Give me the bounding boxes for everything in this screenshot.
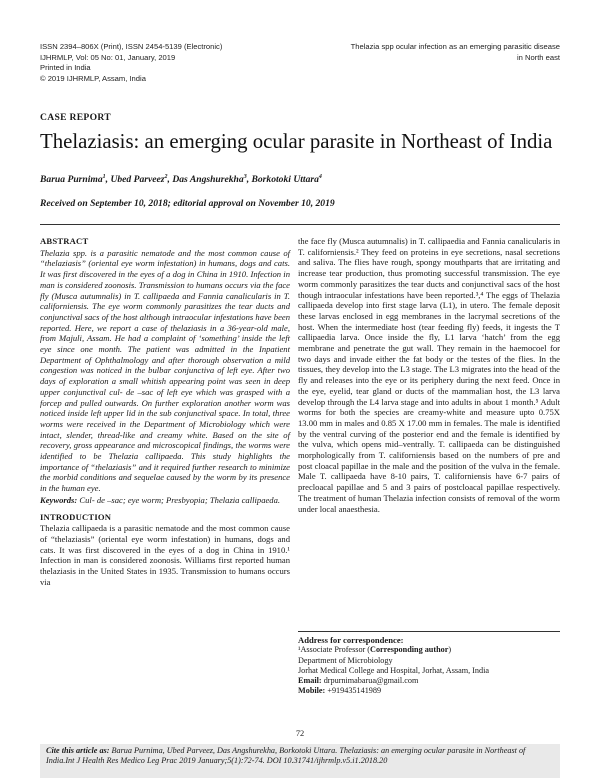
page-number: 72 [295,729,305,738]
correspondence-institution: Jorhat Medical College and Hospital, Jorhat, Assam, India [298,665,490,675]
citation-box [40,744,560,778]
correspondence-heading: Address for correspondence: [298,635,404,645]
introduction-heading: INTRODUCTION [40,511,112,522]
abstract-text: Thelazia spp. is a parasitic nematode and the most common cause of “thelaziasis” (oriental eye worm infestation) in humans, dogs and cats. It was first discovered in the eyes of a dog in China in 1910. Infection in man is considered zoonosis. Transmission to humans occurs via the face fly (Musca autumnalis) in T. callipaeda and Fannia canalicularis in T. californiensis. The eye worm commonly parasitizes the tear ducts and conjunctival sacs of the host although intraocular infestations have been reported. Here, we report a case of thelaziasis in a 36-year-old male, from Majuli, Assam. He had a complaint of ‘something’ inside the left eye since one month. The patient was admitted in the Inpatient Department of Ophthalmology and after thorough observation a mild congestion was noticed in the bulbar conjunctiva of left eye. After two days of exploration a small whitish appearing point was seen in deep upper conjunctival cul- de –sac of left eye which was grasped with a forcep and pulled outwards. On further exploration another worm was noticed inside left upper lid in the sub conjunctival space. In total, three worms were received in the Department of Microbiology which were intact, slender, thread-like and creamy white. Based on the site of recovery, gross appearance and microscopical findings, the worms were identified to be Thelazia callipaeda. This study highlights the importance of “thelaziasis” and it required further research to minimize the morbid conditions and sequelae caused by the worm by its presence in the human eye. [40,247,290,494]
correspondence-box [298,631,560,697]
journal-issn-block [40,42,310,84]
issn-line: ISSN 2394–806X (Print), ISSN 2454-5139 (Electronic) [40,42,223,51]
email-label: Email: [298,676,322,686]
keywords-label: Keywords: [40,494,78,505]
running-header-line-1: Thelazia spp ocular infection as an emerging parasitic disease [350,42,560,51]
article-title: Thelaziasis: an emerging ocular parasite in Northeast of India [40,130,553,153]
author-affiliation-mark: 1 [102,174,106,180]
left-column [40,236,290,588]
author-name: Ubed Parveez [110,174,165,186]
correspondence-email [298,676,560,686]
role-prefix: ¹Associate Professor ( [298,645,371,655]
correspondence-mobile [298,686,560,696]
received-date: Received on September 10, 2018; editorial approval on November 10, 2019 [40,198,335,209]
author-name: Barua Purnima [40,174,103,186]
citation-label: Cite this article as: [46,746,110,755]
header-divider [40,224,560,225]
email-value[interactable]: drpurnimabarua@gmail.com [321,676,419,686]
author-list: Barua Purnima$^1$, Ubed Parveez$^2$, Das Angshurekha$^3$, Borkotoki Uttara$^4$ [40,174,322,186]
printed-line: Printed in India [40,63,91,73]
correspondence-role [298,645,560,655]
author-name: Das Angshurekha [172,174,244,186]
role-suffix: ) [448,645,452,655]
running-header [300,42,560,63]
correspondence-department: Department of Microbiology [298,655,393,665]
abstract-heading: ABSTRACT [40,236,89,246]
keywords [40,495,290,506]
author-affiliation-mark: 2 [164,174,168,180]
body-text-continued: the face fly (Musca autumnalis) in T. callipaedia and Fannia canalicularis in T. californiensis.² They feed on proteins in eye secretions, nasal secretions and saliva. The flies have rough, spongy mouthparts that are irritating and increase tear production, thus promoting successful transmission. The eye worm commonly parasitizes the tear ducts and conjunctival sacs of the host though intraocular infestations have been reported.³,⁴ The eggs of Thelazia callipaeda develop into first stage larva (L1), in utero. The female deposit these larvas enclosed in egg membranes in the lacrymal secretions of the host. When the intermediate host (tear feeding fly) feeds, it ingests the T callipaedia larva. Once inside the fly, L1 larva ‘hatch’ from the egg membrane and penetrate the gut wall. They remain in the haemocoel for two days and invade either the fat body or the testes of the flies. In the tissues, they develop into the L3 stage. The L3 migrates into the head of the fly and releases into the eye or its periphery during the next feed. Once in the eye, eyelid, tear gland or ducts of the mammalian host, the L3 larva develop through the L4 larva stage and into adults in about 1 month.⁵ Adult worms for both the species are creamy-white and measure upto 0.75X 13.00 mm in males and 0.85 X 17.00 mm in females. The male is identified by the ventral curving of the posterior end and the female is identified by the vulva, which opens mid–ventrally. T. callipaeda can be distinguished morphologically from T. californiensis based on the numbers of pre and post cloacal papillae in the male and the position of the vulva in the female. Male T. callipaeda have 8-10 pairs, T. californiensis have 6-7 pairs of precloacal papillae and 5 and 3 pairs of postcloacal papillae respectively. The treatment of human Thelazia infection consists of removal of the worm under local anaesthesia. [298,236,560,514]
article-type: CASE REPORT [40,112,111,123]
running-header-line-2: in North east [516,52,560,62]
mobile-value: +919435141989 [325,686,382,696]
role-bold: Corresponding author [370,645,449,655]
citation-text: Barua Purnima, Ubed Parveez, Das Angshurekha, Borkotoki Uttara. Thelaziasis: an emerging ocular parasite in Northeast of India.Int J Health Res Medico Leg Prac 2019 January;5(1):72-74. DOI 10.31741/ijhrmlp.v5.i1.2018.20 [46,746,526,766]
author-affiliation-mark: 3 [243,174,247,180]
author-affiliation-mark: 4 [318,174,322,180]
introduction-text: Thelazia callipaeda is a parasitic nematode and the most common cause of “thelaziasis” (oriental eye worm infestation) in humans, dogs and cats. It was first discovered in the eyes of a dog in China in 1910.¹ Infection in man is considered zoonosis. Williams first reported human thelaziasis in the United States in 1935. Transmission to humans occurs via [40,523,290,587]
right-column [298,236,560,514]
author-name: Borkotoki Uttara [251,174,319,186]
copyright-line: © 2019 IJHRMLP, Assam, India [40,73,146,83]
volume-line: IJHRMLP, Vol: 05 No: 01, January, 2019 [40,52,176,62]
keywords-text: Cul- de –sac; eye worm; Presbyopia; Thelazia callipaeda. [79,494,281,505]
mobile-label: Mobile: [298,686,326,696]
